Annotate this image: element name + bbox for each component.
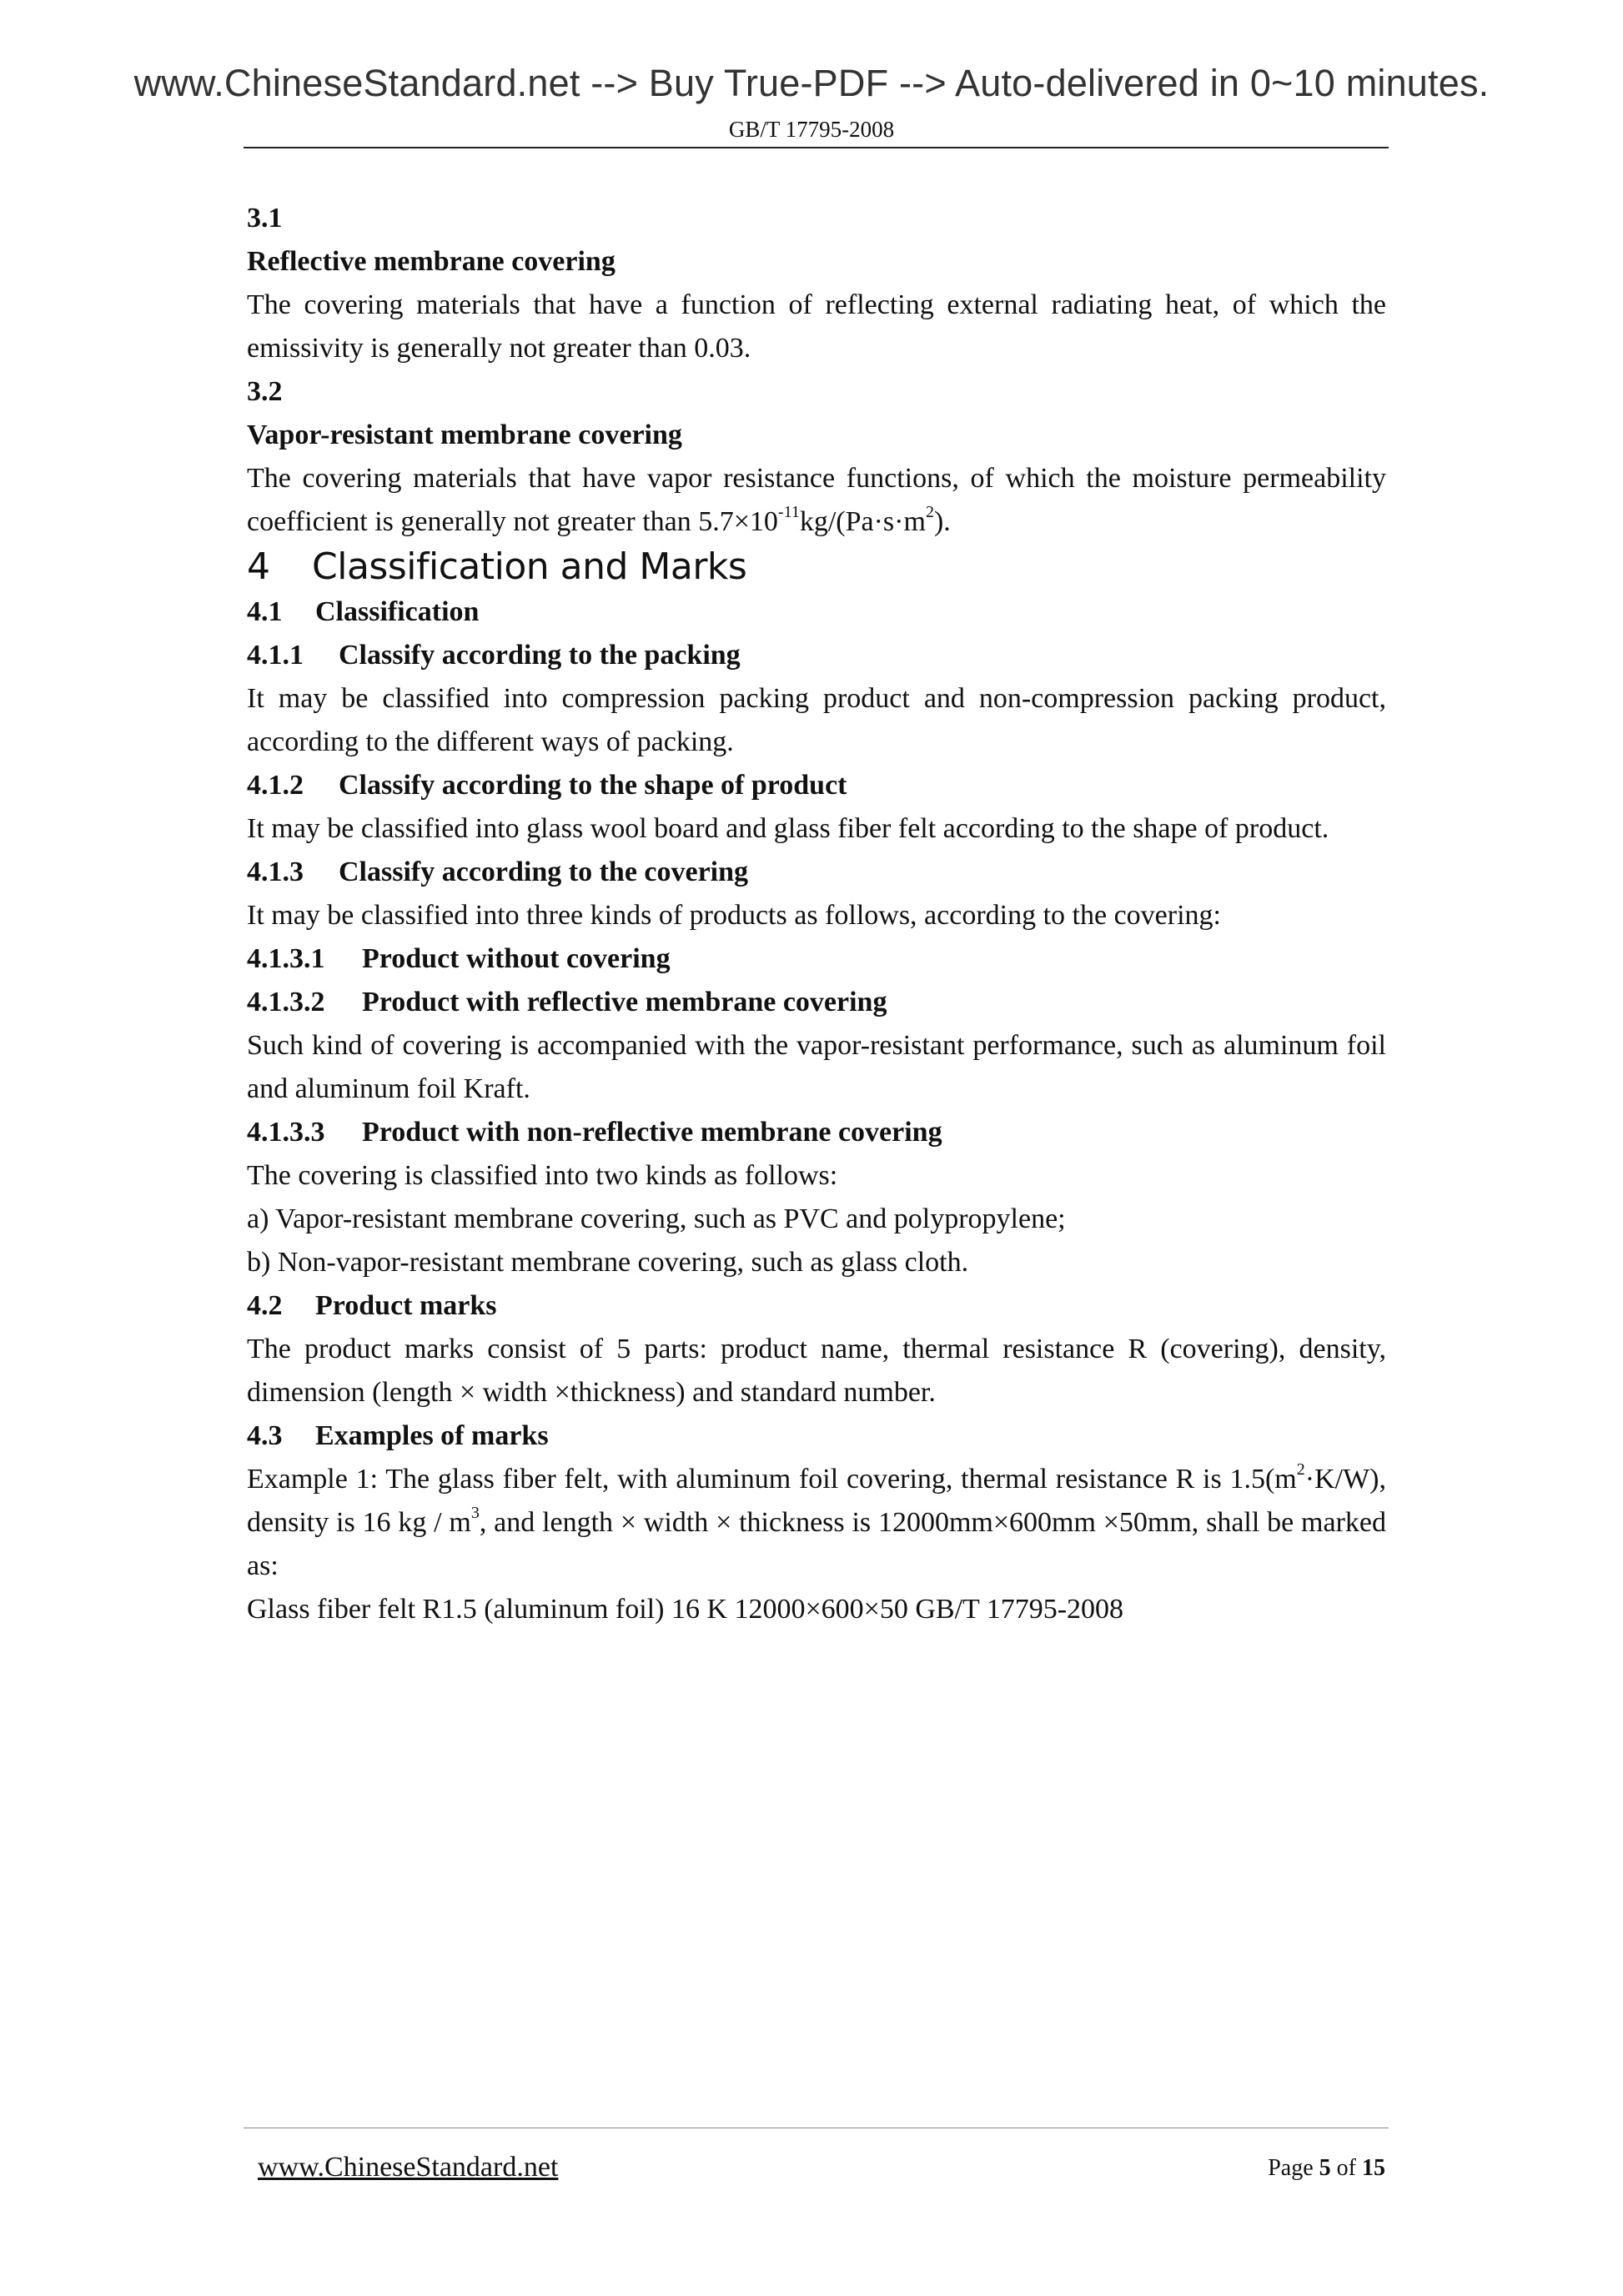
heading-4-1-3-1: 4.1.3.1 Product without covering	[247, 943, 671, 974]
heading-4-1: 4.1 Classification	[247, 596, 480, 627]
paragraph-4-1-3-3: The covering is classified into two kinds as follows:	[247, 1160, 838, 1191]
heading-4-3: 4.3 Examples of marks	[247, 1420, 549, 1451]
paragraph-4-1-2: It may be classified into glass wool board and glass fiber felt according to the shape of product.	[247, 813, 1329, 844]
footer-website-link[interactable]: www.ChineseStandard.net	[258, 2152, 559, 2183]
paragraph-4-1-1: It may be classified into compression packing product and non-compression packing product, according to the different ways of packing.	[247, 683, 1386, 757]
header-divider	[244, 147, 1389, 148]
paragraph-4-1-3: It may be classified into three kinds of products as follows, according to the covering:	[247, 900, 1221, 931]
chapter-heading-4: 4 Classification and Marks	[247, 545, 747, 588]
list-item-a: a) Vapor-resistant membrane covering, such as PVC and polypropylene;	[247, 1203, 1066, 1234]
heading-4-1-1: 4.1.1 Classify according to the packing	[247, 640, 741, 671]
heading-4-1-3-3: 4.1.3.3 Product with non-reflective membrane covering	[247, 1117, 942, 1148]
example-1-mark: Glass fiber felt R1.5 (aluminum foil) 16 K 12000×600×50 GB/T 17795-2008	[247, 1594, 1124, 1625]
heading-4-1-3: 4.1.3 Classify according to the covering	[247, 857, 749, 887]
term-vapor-resistant-membrane: Vapor-resistant membrane covering	[247, 420, 682, 450]
heading-4-2: 4.2 Product marks	[247, 1290, 497, 1321]
example-1-paragraph: Example 1: The glass fiber felt, with aluminum foil covering, thermal resistance R is $1.5(m^2\cdot K/W)$, density is 16 kg / $m^3$, and length × width × thickness is 12000mm×600mm ×50mm, shall be marked as:	[247, 1459, 1386, 1581]
heading-4-1-3-2: 4.1.3.2 Product with reflective membrane covering	[247, 987, 887, 1017]
clause-number-3-1: 3.1	[247, 203, 283, 234]
term-reflective-membrane: Reflective membrane covering	[247, 246, 616, 277]
clause-number-3-2: 3.2	[247, 376, 283, 407]
definition-vapor-resistant-membrane: The covering materials that have vapor resistance functions, of which the moisture permeability coefficient is generally not greater than $5.7\times 10^{-11}kg/(Pa\cdot s\cdot m^2)$.	[247, 463, 1386, 537]
purchase-banner: www.ChineseStandard.net --> Buy True-PDF --> Auto-delivered in 0~10 minutes.	[133, 62, 1490, 104]
standard-code-header: GB/T 17795-2008	[728, 117, 895, 142]
definition-reflective-membrane: The covering materials that have a function of reflecting external radiating heat, of which the emissivity is generally not greater than 0.03.	[247, 289, 1386, 364]
list-item-b: b) Non-vapor-resistant membrane covering, such as glass cloth.	[247, 1247, 969, 1278]
paragraph-4-1-3-2: Such kind of covering is accompanied with the vapor-resistant performance, such as aluminum foil and aluminum foil Kraft.	[247, 1030, 1386, 1104]
paragraph-4-2: The product marks consist of 5 parts: product name, thermal resistance R (covering), density, dimension (length × width ×thickness) and standard number.	[247, 1334, 1386, 1408]
document-body	[247, 197, 1386, 1631]
heading-4-1-2: 4.1.2 Classify according to the shape of product	[247, 770, 847, 801]
page-indicator: Page 5 of 15	[1268, 2155, 1385, 2181]
